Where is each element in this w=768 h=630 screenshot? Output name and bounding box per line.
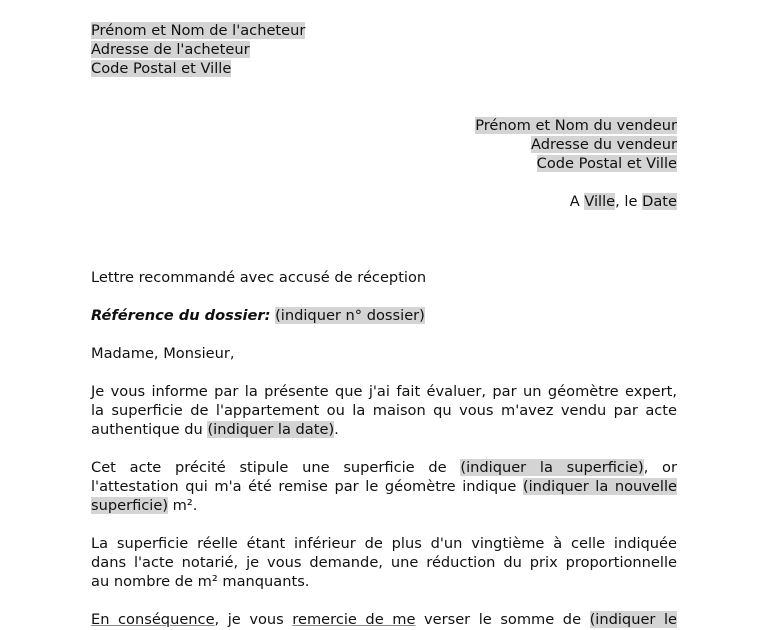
paragraph-2 xyxy=(91,458,677,515)
p3-line-2: dans l'acte notarié, je vous demande, une réduction du prix proportionnelle xyxy=(91,554,677,571)
p1-line-3-text: authentique du xyxy=(91,421,208,438)
buyer-address: Adresse de l'acheteur xyxy=(91,41,250,58)
p3-line-1: La superficie réelle étant inférieur de plus d'un vingtième à celle indiquée xyxy=(91,535,677,552)
paragraph-3 xyxy=(91,534,677,591)
p1-line-2: la superficie de l'appartement ou la maison qu vous m'avez vendu par acte xyxy=(91,402,677,419)
subject-line xyxy=(91,268,426,287)
p2-line-1-text: Cet acte précité stipule une superficie de xyxy=(91,459,461,476)
p2-line-3-end: m². xyxy=(168,497,198,514)
p2-new-surface-placeholder-end: superficie) xyxy=(91,497,169,514)
date-separator: , le xyxy=(615,193,643,210)
reference-label: Référence du dossier: xyxy=(91,307,271,324)
p4-word-3: remercie de me xyxy=(292,611,416,628)
p4-word-2: , je vous xyxy=(214,611,293,628)
p3-line-3: au nombre de m² manquants. xyxy=(91,573,310,590)
paragraph-1 xyxy=(91,382,677,439)
p2-new-surface-placeholder: (indiquer la nouvelle xyxy=(522,478,677,495)
reference-line xyxy=(91,306,425,325)
date-prefix: A xyxy=(569,193,585,210)
paragraph-4 xyxy=(91,610,677,629)
p2-surface-placeholder: (indiquer la superficie) xyxy=(460,459,644,476)
p1-date-placeholder: (indiquer la date) xyxy=(207,421,335,438)
p4-word-1: En conséquence xyxy=(91,611,215,628)
seller-address: Adresse du vendeur xyxy=(531,136,677,153)
date-value: Date xyxy=(642,193,677,210)
seller-name: Prénom et Nom du vendeur xyxy=(475,117,677,134)
seller-address-block xyxy=(475,116,677,173)
date-city: Ville xyxy=(584,193,616,210)
salutation xyxy=(91,344,235,363)
buyer-name: Prénom et Nom de l'acheteur xyxy=(91,22,306,39)
subject-text: Lettre recommandé avec accusé de réception xyxy=(91,269,427,286)
seller-city: Code Postal et Ville xyxy=(536,155,677,172)
salutation-text: Madame, Monsieur, xyxy=(91,345,235,362)
p2-line-1-end: , or xyxy=(643,459,677,476)
p4-word-4: verser le somme de xyxy=(423,611,590,628)
buyer-address-block xyxy=(91,21,305,78)
p4-amount-placeholder: (indiquer le xyxy=(589,611,677,628)
p2-line-2-text: l'attestation qui m'a été remise par le géomètre indique xyxy=(91,478,523,495)
buyer-city: Code Postal et Ville xyxy=(91,60,232,77)
p1-line-1: Je vous informe par la présente que j'ai fait évaluer, par un géomètre expert, xyxy=(91,383,677,400)
reference-value: (indiquer n° dossier) xyxy=(275,307,425,324)
date-line xyxy=(570,192,677,211)
p1-line-3-end: . xyxy=(334,421,339,438)
